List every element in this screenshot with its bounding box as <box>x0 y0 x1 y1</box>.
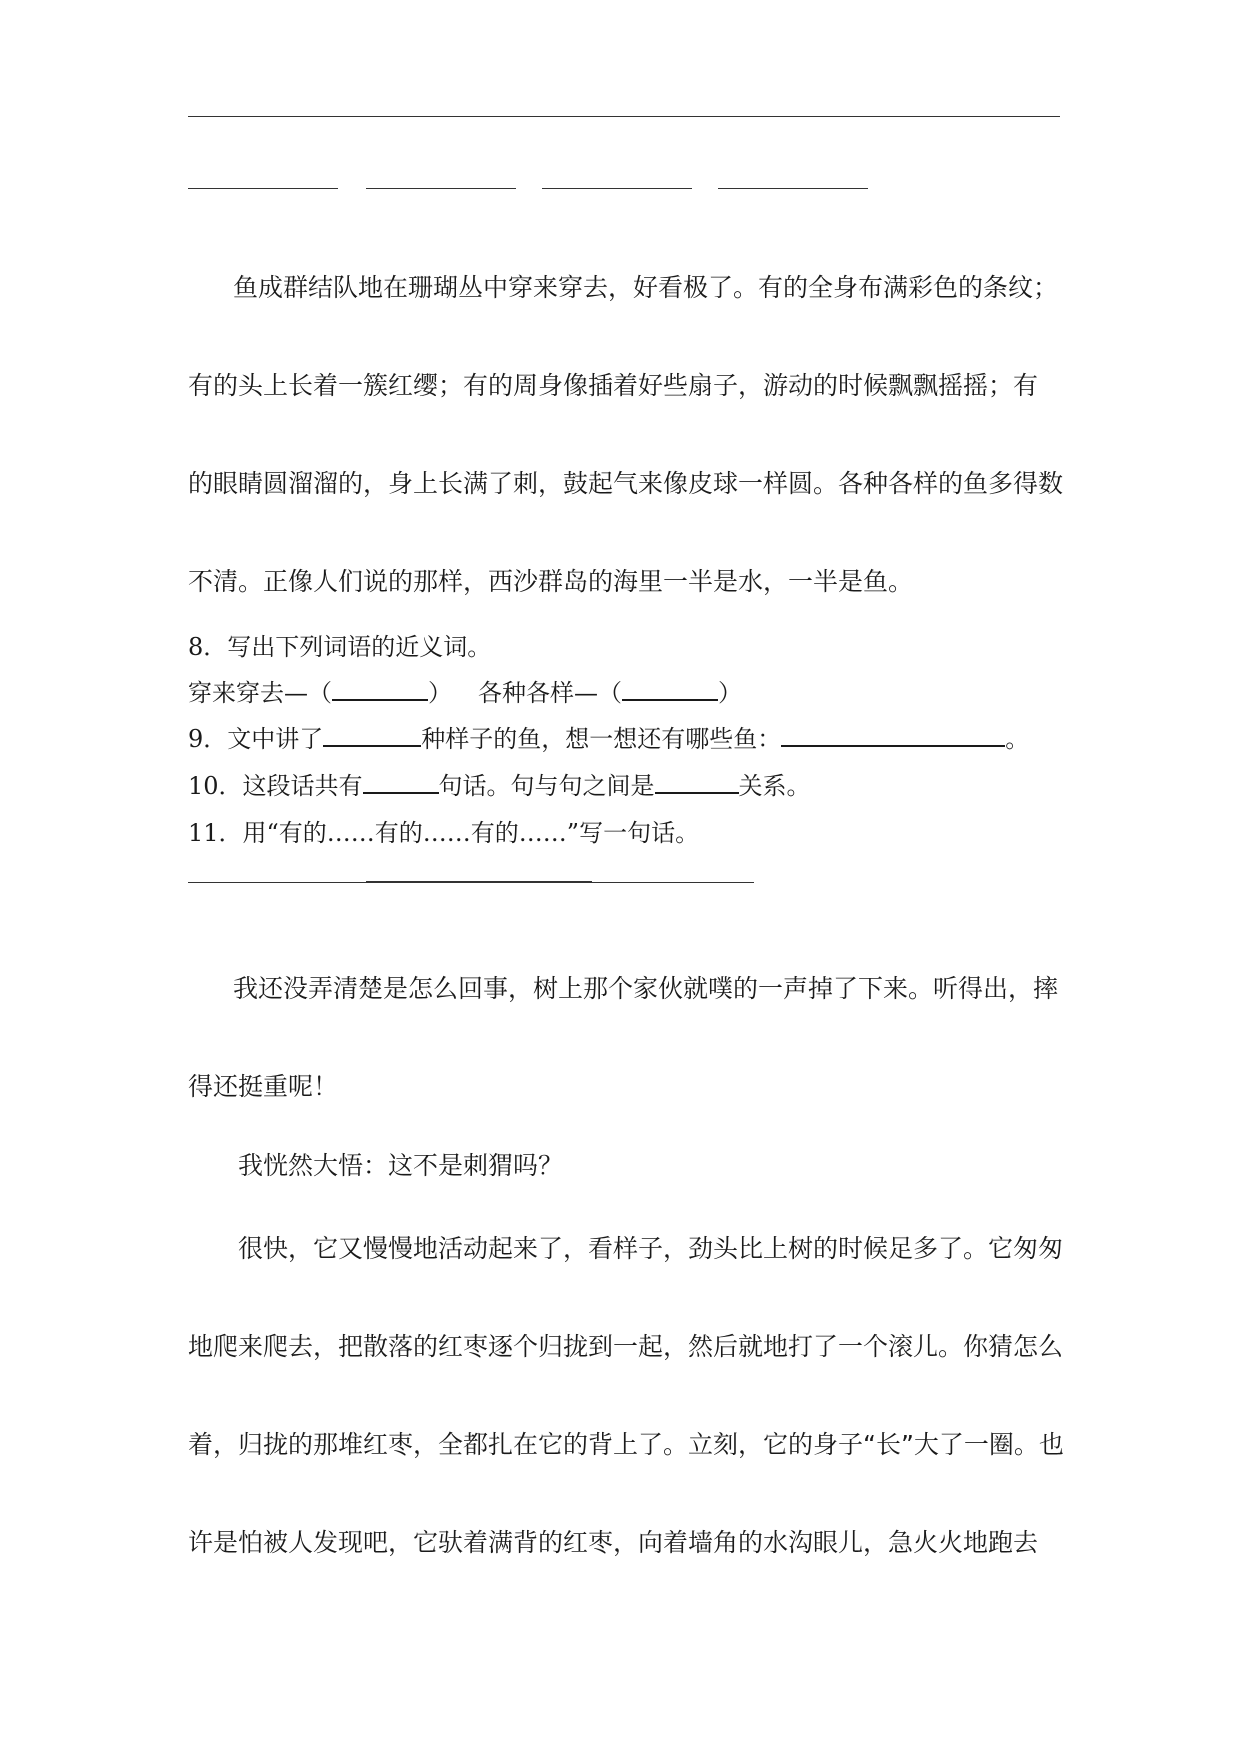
q10-blank-1[interactable] <box>363 770 439 794</box>
q8-close-1: ） <box>428 679 452 707</box>
passage2-line-7: 许是怕被人发现吧，它驮着满背的红枣，向着墙角的水沟眼儿，急火火地跑去 <box>188 1528 1039 1557</box>
q10-text-1: 10．这段话共有 <box>188 772 363 800</box>
q9-blank-2[interactable] <box>781 723 1005 747</box>
passage2-line-6: 着，归拢的那堆红枣，全都扎在它的背上了。立刻，它的身子“长”大了一圈。也 <box>188 1430 1064 1459</box>
q10-text-3: 关系。 <box>738 772 811 800</box>
q9-blank-1[interactable] <box>323 723 421 747</box>
passage2-line-1: 我还没弄清楚是怎么回事，树上那个家伙就噗的一声掉了下来。听得出，摔 <box>233 974 1059 1003</box>
q8-word-1: 穿来穿去—（ <box>188 679 332 707</box>
answer-line-full <box>188 116 1060 117</box>
answer-line-short-2 <box>366 188 516 189</box>
answer-line-short-3 <box>542 188 692 189</box>
passage2-line-4: 很快，它又慢慢地活动起来了，看样子，劲头比上树的时候足多了。它匆匆 <box>238 1234 1064 1263</box>
q8-blank-2[interactable] <box>622 677 718 701</box>
passage1-line-1: 鱼成群结队地在珊瑚丛中穿来穿去，好看极了。有的全身布满彩色的条纹； <box>233 273 1059 302</box>
answer-line-short-1 <box>188 188 338 189</box>
q10-text-2: 句话。句与句之间是 <box>438 772 655 800</box>
q8-word-2: 各种各样—（ <box>478 679 622 707</box>
passage1-line-3: 的眼睛圆溜溜的，身上长满了刺，鼓起气来像皮球一样圆。各种各样的鱼多得数 <box>188 469 1064 498</box>
q8-blank-1[interactable] <box>332 677 428 701</box>
q9-text-2: 种样子的鱼，想一想还有哪些鱼： <box>421 725 782 753</box>
passage2-line-3: 我恍然大悟：这不是刺猬吗？ <box>238 1151 564 1180</box>
answer-line-short-4 <box>718 188 868 189</box>
q11-answer-line-bold <box>366 881 592 883</box>
passage1-line-4: 不清。正像人们说的那样，西沙群岛的海里一半是水，一半是鱼。 <box>188 567 914 596</box>
passage1-line-2: 有的头上长着一簇红缨；有的周身像插着好些扇子，游动的时候飘飘摇摇；有 <box>188 371 1039 400</box>
question-8-answer-row <box>188 677 742 709</box>
q9-text-3: 。 <box>1005 725 1030 753</box>
q8-close-2: ） <box>718 679 742 707</box>
question-9 <box>188 723 1029 755</box>
question-11-prompt: 11．用“有的……有的……有的……”写一句话。 <box>188 819 700 847</box>
question-8-prompt: 8．写出下列词语的近义词。 <box>188 633 492 661</box>
question-10 <box>188 770 811 802</box>
passage2-line-2: 得还挺重呢！ <box>188 1072 339 1101</box>
q9-text-1: 9．文中讲了 <box>188 725 324 753</box>
q10-blank-2[interactable] <box>655 770 739 794</box>
passage2-line-5: 地爬来爬去，把散落的红枣逐个归拢到一起，然后就地打了一个滚儿。你猜怎么 <box>188 1332 1064 1361</box>
